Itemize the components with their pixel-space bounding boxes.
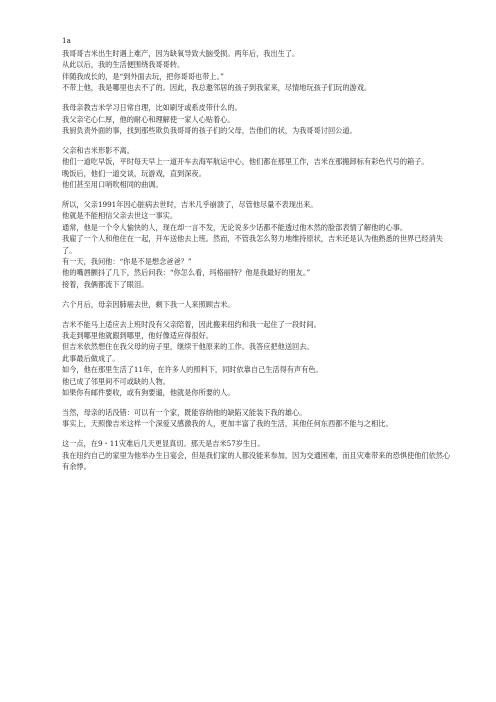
text-line: 吉米不能马上适应去上班时没有父亲陪着，因此搬来纽约和我一起住了一段时间。 — [62, 319, 321, 329]
text-line: 我在纽约自己的家里为他举办生日宴会，但是我们家的人都没能来参加，因为交通困难，而且灾难带来的恐惧使他们依然心有余悸。 — [62, 450, 451, 472]
text-line: 他就是不能相信父亲去世这一事实。 — [62, 211, 178, 221]
text-line: 我母亲教吉米学习日常自理，比如刷牙或系皮带什么的。 — [62, 103, 242, 113]
text-line: 如今，他在那里生活了11年，在许多人的照料下，同时依靠自己生活得有声有色。 — [62, 365, 323, 375]
text-line: 所以，父亲1991年因心脏病去世时，吉米几乎崩溃了，尽管他尽量不表现出来。 — [62, 199, 318, 209]
text-line: 他们一道吃早饭，平时每天早上一道开车去海军航运中心，他们都在那里工作，吉米在那搬卸标有彩色代号的箱子。 — [62, 157, 429, 167]
paragraph-2 — [62, 102, 456, 136]
text-line: 此事最后做成了。 — [62, 353, 120, 363]
text-line: 如果你有邮件要收，或有狗要遛，他就是你所要的人。 — [62, 388, 235, 398]
text-line: 他已成了邻里间不可或缺的人物。 — [62, 376, 170, 386]
text-line: 我厨负责外面的事，找到那些欺负我哥哥的孩子们的父母，告他们的状，为我哥哥讨回公道。 — [62, 125, 357, 135]
paragraph-8 — [62, 438, 456, 472]
text-line: 有一天，我问他：“你是不是想念爸爸？” — [62, 257, 192, 266]
document-heading: 1a — [62, 36, 71, 45]
text-line: 我雇了一个人和他住在一起，开车送他去上班。然而，不管我怎么努力地维持原状，吉米还是认为他熟悉的世界已经消失了。 — [62, 234, 443, 255]
text-line: 通常，他是一个令人愉快的人，现在却一言不发，无论说多少话都不能透过他木然的脸部表情了解他的心事。 — [62, 222, 408, 232]
text-line: 我父亲宅心仁厚，他的耐心和理解使一家人心贴着心。 — [62, 114, 235, 124]
text-line: 父亲和吉米形影不离。 — [62, 145, 134, 155]
text-line: 但吉米依然想住在我父母的房子里，继续干他原来的工作。我答应把他送回去。 — [62, 342, 314, 352]
paragraph-3 — [62, 145, 456, 191]
text-line: 从此以后，我的生活便围绕我哥哥转。 — [62, 60, 185, 70]
text-line: 他们甚至用口哨吹相同的曲调。 — [62, 180, 163, 190]
text-line: 伴随我成长的，是“到外面去玩，把你哥哥也带上。” — [62, 71, 224, 81]
text-line: 事实上，天照像吉米这样一个深爱又感激我的人，更加丰富了我的生活，其他任何东西都不能与之相比。 — [62, 419, 393, 429]
paragraph-5 — [62, 299, 456, 310]
text-line: 他的嘴唇颤抖了几下，然后问我：“你怎么看，玛格丽特？他是我最好的朋友。” — [62, 268, 311, 278]
text-line: 接着，我俩都流下了眼泪。 — [62, 279, 149, 289]
text-line: 这一点，在9・11灾难后几天更显真切。那天是吉米57岁生日。 — [62, 439, 265, 449]
text-line: 我走到哪里他就跟到哪里，他好像适应得很好。 — [62, 331, 213, 341]
text-line: 不带上他，我是哪里也去不了的。因此，我总邀邻居的孩子到我家来，尽情地玩孩子们玩的游戏。 — [62, 83, 372, 93]
paragraph-6 — [62, 319, 456, 399]
text-line: 六个月后，母亲因肺癌去世，剩下我一人来照顾吉米。 — [62, 299, 235, 309]
text-line: 晚饭后，他们一道交谈，玩游戏，直到深夜。 — [62, 168, 206, 178]
text-line: 当然，母亲的话没错：可以有一个家，既能容纳他的缺陷又能装下我的雄心。 — [62, 407, 307, 417]
paragraph-4 — [62, 199, 456, 290]
paragraph-1 — [62, 48, 456, 94]
paragraph-7 — [62, 407, 456, 430]
text-line: 我哥哥吉米出生时遇上难产，因为缺氧导致大脑受损。两年后，我出生了。 — [62, 49, 300, 58]
